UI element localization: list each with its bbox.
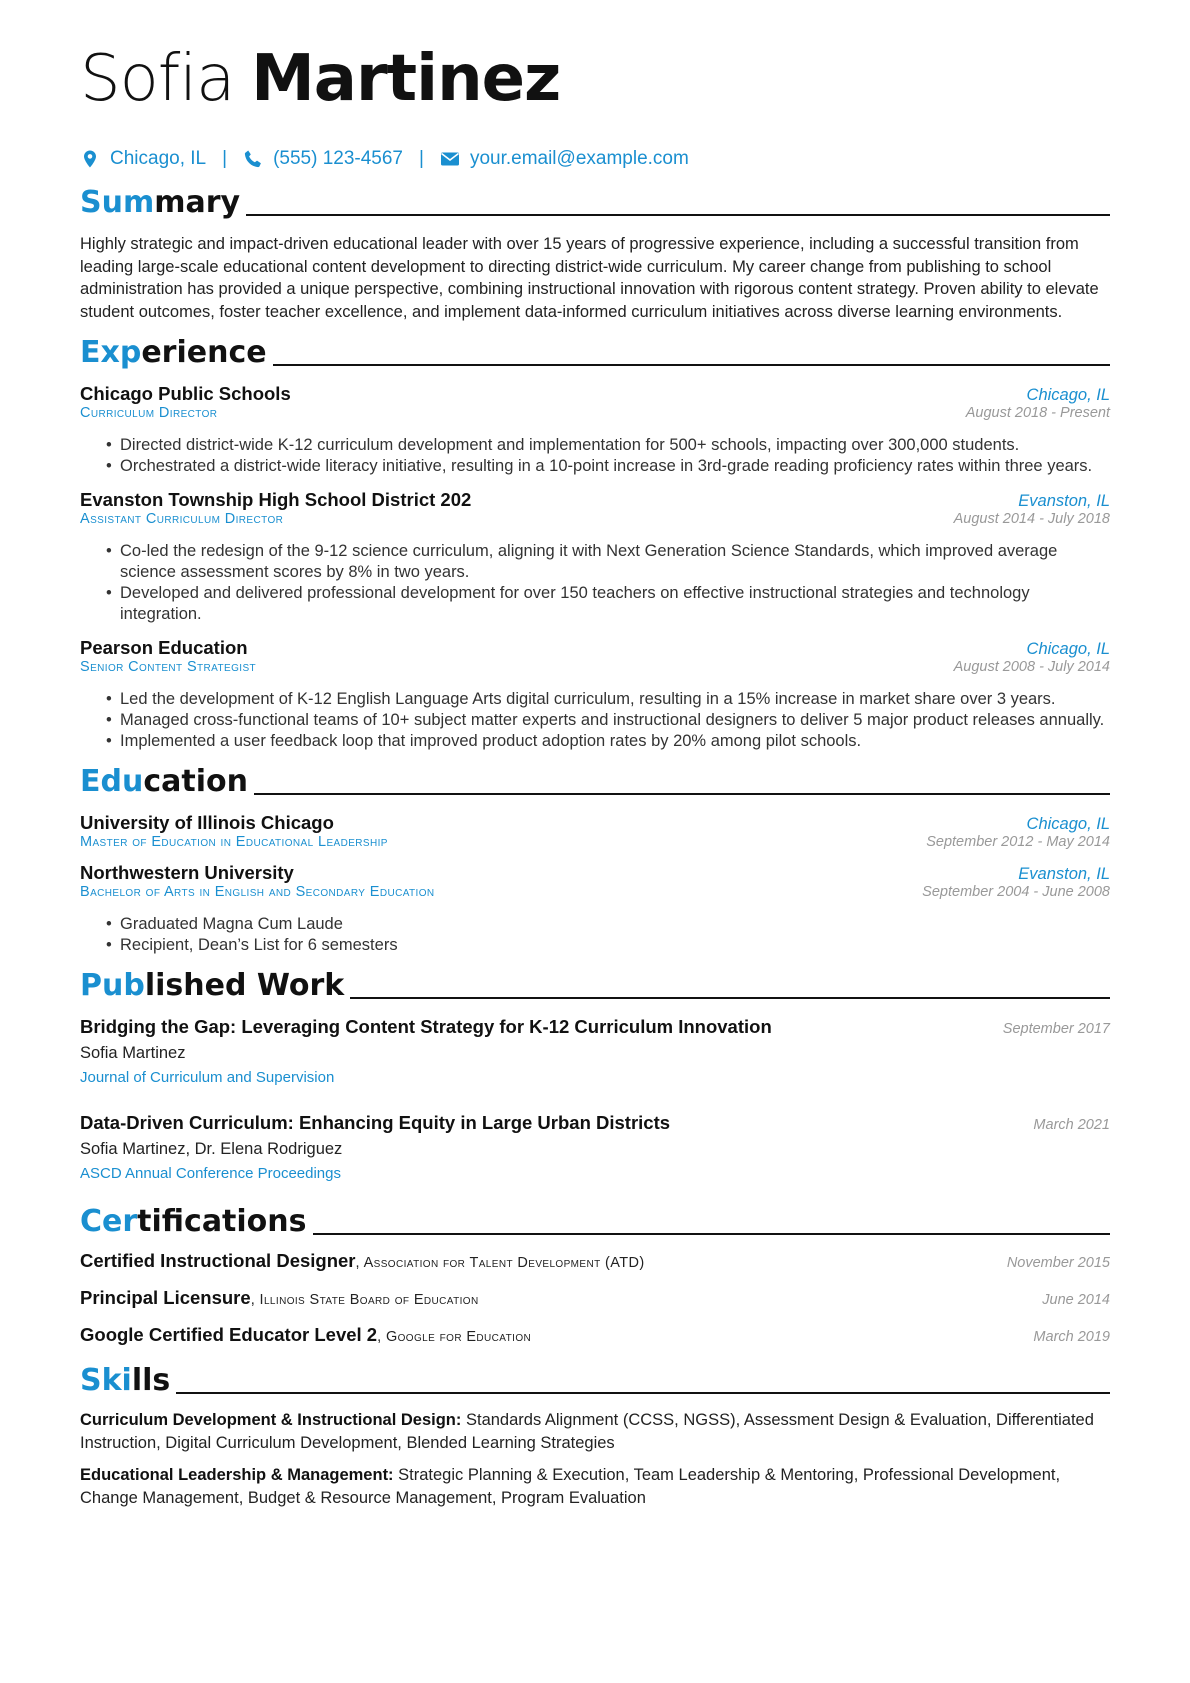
section-title: Skills bbox=[80, 1363, 171, 1398]
summary-text: Highly strategic and impact-driven educational leader with over 15 years of progressive experience, including a successful transition from leading large-scale educational content development to directing district-wide curriculum. My career change from publishing to school administration has provided a unique perspective, combining instructional innovation with rigorous content strategy. Proven ability to elevate student outcomes, foster teacher excellence, and implement data-informed curriculum initiatives across diverse learning environments. bbox=[80, 235, 1099, 321]
school-location: Chicago, IL bbox=[1026, 815, 1110, 833]
publication-entry bbox=[80, 1016, 1110, 1086]
publication-date: March 2021 bbox=[1033, 1117, 1110, 1133]
section-heading bbox=[80, 758, 1110, 800]
skill-group bbox=[80, 1464, 1110, 1509]
certification-entry: Certified Instructional Designer, Association for Talent Development (ATD) November 2015 bbox=[80, 1250, 1110, 1271]
publication-venue: Journal of Curriculum and Supervision bbox=[80, 1069, 335, 1086]
list-item: • Co-led the redesign of the 9-12 science curriculum, aligning it with Next Generation Science Standards, which improved average science assessment scores by 8% in two years. bbox=[106, 541, 1110, 583]
job-location: Chicago, IL bbox=[1026, 640, 1110, 658]
section-title: Education bbox=[80, 764, 248, 799]
section-rule bbox=[313, 1233, 1110, 1235]
skill-label: Educational Leadership & Management: bbox=[80, 1466, 394, 1484]
section-heading bbox=[80, 1198, 1110, 1240]
job-location: Chicago, IL bbox=[1026, 386, 1110, 404]
job-dates: August 2008 - July 2014 bbox=[953, 659, 1110, 675]
list-item: • Implemented a user feedback loop that improved product adoption rates by 20% among pilot schools. bbox=[106, 731, 1110, 752]
certification-date: June 2014 bbox=[1042, 1292, 1110, 1308]
section-title: Experience bbox=[80, 335, 267, 370]
list-item: • Orchestrated a district-wide literacy initiative, resulting in a 10-point increase in 3rd-grade reading proficiency rates within three years. bbox=[106, 456, 1110, 477]
publication-authors: Sofia Martinez bbox=[80, 1044, 186, 1062]
certification-entry: Google Certified Educator Level 2, Google for Education March 2019 bbox=[80, 1324, 1110, 1345]
job-bullets bbox=[80, 435, 1110, 477]
contact-location bbox=[80, 148, 206, 170]
last-name: Martinez bbox=[251, 42, 561, 116]
publication-date: September 2017 bbox=[1002, 1021, 1110, 1037]
section-heading bbox=[80, 329, 1110, 371]
job-role: Assistant Curriculum Director bbox=[80, 511, 284, 527]
certification-date: March 2019 bbox=[1033, 1329, 1110, 1345]
section-rule bbox=[254, 793, 1110, 795]
job-entry bbox=[80, 637, 1110, 752]
skill-list: Strategic Planning & Execution, Team Leadership & Mentoring, Professional Development, Change Management, Budget & Resource Management, Program Evaluation bbox=[80, 1466, 1061, 1507]
certification-issuer: Illinois State Board of Education bbox=[259, 1292, 479, 1308]
job-org: Chicago Public Schools bbox=[80, 383, 291, 404]
contact-separator: | bbox=[419, 148, 424, 169]
list-item: • Directed district-wide K-12 curriculum development and implementation for 500+ schools, impacting over 300,000 students. bbox=[106, 435, 1110, 456]
section-heading bbox=[80, 962, 1110, 1004]
certifications-section bbox=[80, 1198, 1110, 1351]
certification-name: Certified Instructional Designer bbox=[80, 1250, 356, 1271]
list-item: • Developed and delivered professional development for over 150 teachers on effective instructional strategies and technology integration. bbox=[106, 583, 1110, 625]
publication-title: Bridging the Gap: Leveraging Content Strategy for K-12 Curriculum Innovation bbox=[80, 1016, 772, 1037]
education-entry bbox=[80, 812, 1110, 850]
contact-email[interactable] bbox=[440, 148, 689, 170]
contact-phone[interactable] bbox=[243, 148, 403, 170]
skills-section bbox=[80, 1357, 1110, 1509]
list-item: • Led the development of K-12 English Language Arts digital curriculum, resulting in a 15% increase in market share over 3 years. bbox=[106, 689, 1110, 710]
job-dates: August 2014 - July 2018 bbox=[953, 511, 1110, 527]
education-section bbox=[80, 758, 1110, 956]
publication-venue: ASCD Annual Conference Proceedings bbox=[80, 1165, 341, 1182]
job-location: Evanston, IL bbox=[1018, 492, 1110, 510]
list-item: • Managed cross-functional teams of 10+ subject matter experts and instructional designers to deliver 5 major product releases annually. bbox=[106, 710, 1110, 731]
envelope-icon bbox=[440, 149, 460, 169]
phone-text[interactable]: (555) 123-4567 bbox=[273, 148, 403, 169]
section-title: Certifications bbox=[80, 1204, 307, 1239]
education-bullets bbox=[80, 914, 1110, 956]
section-title: Published Work bbox=[80, 968, 345, 1003]
experience-section bbox=[80, 329, 1110, 752]
certification-issuer: Association for Talent Development (ATD) bbox=[363, 1255, 645, 1271]
job-org: Evanston Township High School District 202 bbox=[80, 489, 472, 510]
first-name: Sofia bbox=[80, 42, 235, 116]
job-entry bbox=[80, 489, 1110, 625]
certification-name: Principal Licensure bbox=[80, 1287, 251, 1308]
school-dates: September 2012 - May 2014 bbox=[926, 834, 1110, 850]
section-rule bbox=[273, 364, 1110, 366]
skill-list: Standards Alignment (CCSS, NGSS), Assessment Design & Evaluation, Differentiated Instruction, Digital Curriculum Development, Blended Learning Strategies bbox=[80, 1411, 1094, 1452]
job-role: Curriculum Director bbox=[80, 405, 218, 421]
publication-authors: Sofia Martinez, Dr. Elena Rodriguez bbox=[80, 1140, 343, 1158]
list-item: • Recipient, Dean’s List for 6 semesters bbox=[106, 935, 1110, 956]
school-name: University of Illinois Chicago bbox=[80, 812, 334, 833]
email-link[interactable]: your.email@example.com bbox=[469, 148, 689, 169]
skill-group bbox=[80, 1409, 1110, 1454]
job-dates: August 2018 - Present bbox=[965, 405, 1110, 421]
school-location: Evanston, IL bbox=[1018, 865, 1110, 883]
job-role: Senior Content Strategist bbox=[80, 659, 257, 675]
map-pin-icon bbox=[80, 149, 100, 169]
job-org: Pearson Education bbox=[80, 637, 248, 658]
degree: Master of Education in Educational Leadership bbox=[80, 834, 388, 850]
job-entry bbox=[80, 383, 1110, 477]
location-text: Chicago, IL bbox=[110, 148, 207, 169]
job-bullets bbox=[80, 541, 1110, 625]
published-section bbox=[80, 962, 1110, 1182]
section-heading bbox=[80, 1357, 1110, 1399]
publication-entry bbox=[80, 1112, 1110, 1182]
publication-title: Data-Driven Curriculum: Enhancing Equity in Large Urban Districts bbox=[80, 1112, 671, 1133]
summary-section bbox=[80, 179, 1110, 323]
certification-entry: Principal Licensure, Illinois State Board of Education June 2014 bbox=[80, 1287, 1110, 1308]
section-rule bbox=[350, 997, 1110, 999]
certification-name: Google Certified Educator Level 2 bbox=[80, 1324, 378, 1345]
education-entry bbox=[80, 862, 1110, 956]
section-title: Summary bbox=[80, 185, 241, 220]
school-dates: September 2004 - June 2008 bbox=[922, 884, 1110, 900]
contact-bar bbox=[80, 145, 1110, 173]
section-heading bbox=[80, 179, 1110, 221]
certification-issuer: Google for Education bbox=[385, 1329, 532, 1345]
skill-label: Curriculum Development & Instructional Design: bbox=[80, 1411, 462, 1429]
phone-icon bbox=[243, 149, 263, 169]
section-rule bbox=[176, 1392, 1110, 1394]
list-item: • Graduated Magna Cum Laude bbox=[106, 914, 1110, 935]
job-bullets bbox=[80, 689, 1110, 752]
certification-date: November 2015 bbox=[1006, 1255, 1110, 1271]
section-rule bbox=[246, 214, 1110, 216]
degree: Bachelor of Arts in English and Secondary Education bbox=[80, 884, 435, 900]
candidate-name bbox=[80, 40, 1110, 117]
school-name: Northwestern University bbox=[80, 862, 294, 883]
contact-separator: | bbox=[222, 148, 228, 169]
